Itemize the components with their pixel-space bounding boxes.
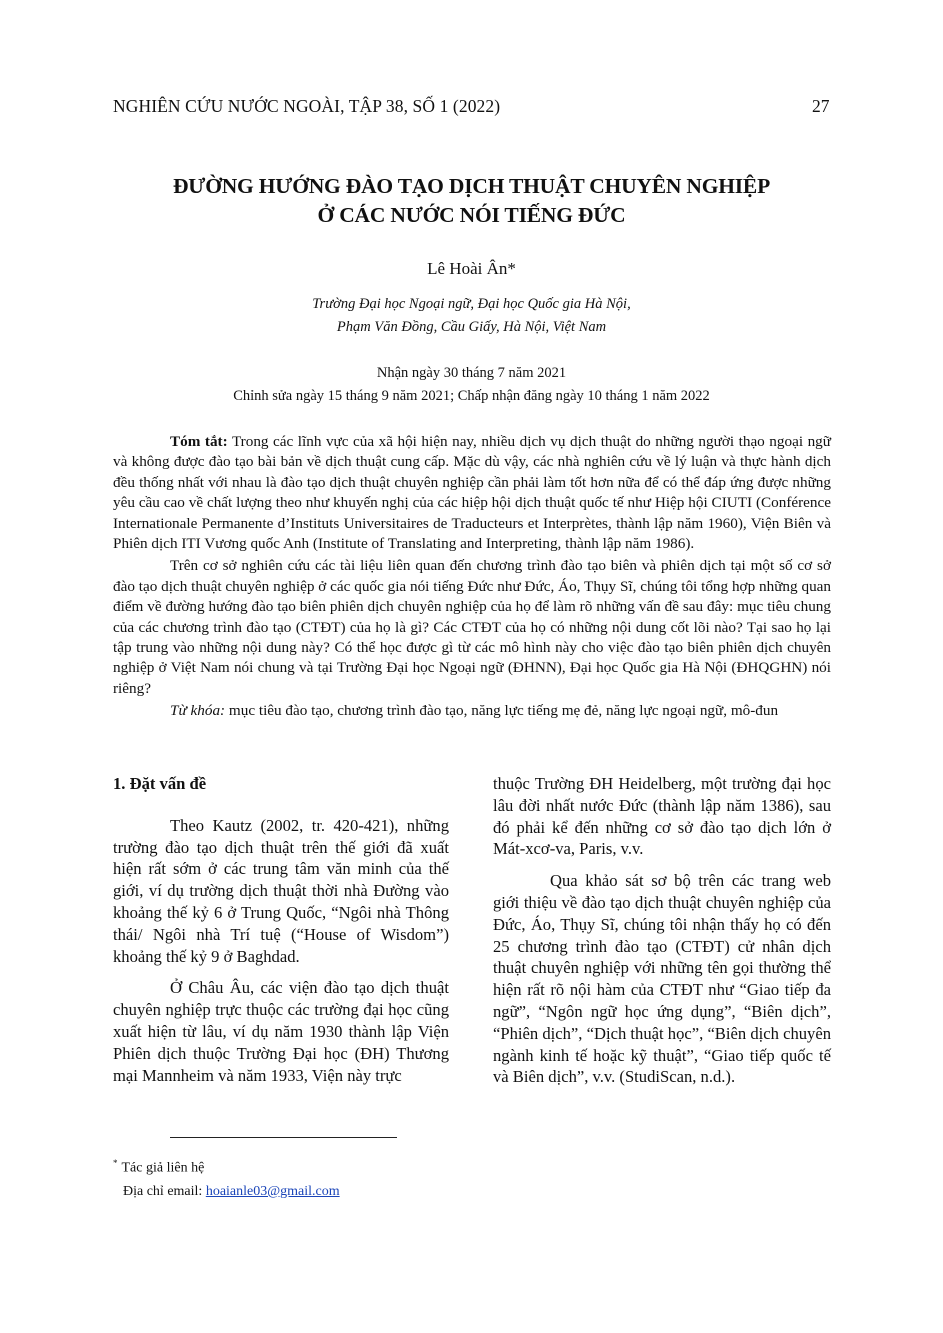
revised-accepted-date: Chỉnh sửa ngày 15 tháng 9 năm 2021; Chấp nhận đăng ngày 10 tháng 1 năm 2022 <box>233 388 710 404</box>
email-link[interactable]: hoaianle03@gmail.com <box>205 1183 340 1199</box>
title-line-2: Ở CÁC NƯỚC NÓI TIẾNG ĐỨC <box>317 203 626 227</box>
section-heading: 1. Đặt vấn đề <box>113 774 207 793</box>
footnote-divider <box>170 1137 397 1138</box>
footnote-corresponding <box>113 1152 340 1180</box>
affiliation-line-2: Phạm Văn Đồng, Cầu Giấy, Hà Nội, Việt Nam <box>336 319 607 335</box>
abstract-label: Tóm tắt: <box>170 433 228 450</box>
keywords <box>113 701 831 721</box>
abstract-text-1: Trong các lĩnh vực của xã hội hiện nay, nhiều dịch vụ dịch thuật do những người thạo ngoại ngữ và không được đào tạo bài bản về dịch thuật cung cấp. Mặc dù vậy, các nhà nghiên cứu về lý luận và thực hành dịch đều thống nhất với nhau là đào tạo dịch thuật chuyên nghiệp cần phải làm tốt hơn nữa để có thể đáp ứng được những yêu cầu cao về chất lượng theo như khuyến nghị của các hiệp hội dịch thuật quốc tế như Hiệp hội CIUTI (Conférence Internationale Permanente d’Instituts Universitaires de Traducteurs et Interprètes, thành lập năm 1960), Viện Biên và Phiên dịch ITI Vương quốc Anh (Institute of Translating and Interpreting, thành lập năm 1986). <box>113 433 831 553</box>
footnote-label: Tác giả liên hệ <box>121 1160 205 1176</box>
body-paragraph: Theo Kautz (2002, tr. 420-421), những trường đào tạo dịch thuật trên thế giới đã xuất hiện rất sớm ở các trung tâm văn minh của thế giới, ví dụ trường dịch thuật thời nhà Đường vào khoảng thế kỷ 6 ở Trung Quốc, “Ngôi nhà Thông thái/ Ngôi nhà Trí tuệ (“House of Wisdom”) khoảng thế kỷ 9 ở Baghdad. <box>113 815 449 966</box>
title-line-1: ĐƯỜNG HƯỚNG ĐÀO TẠO DỊCH THUẬT CHUYÊN NGHIỆP <box>172 174 771 198</box>
page-number: 27 <box>812 96 830 116</box>
journal-header: NGHIÊN CỨU NƯỚC NGOÀI, TẬP 38, SỐ 1 (2022) <box>113 96 501 116</box>
footnote-marker: * <box>113 1158 118 1168</box>
article-dates <box>100 362 843 408</box>
footnote <box>113 1152 340 1203</box>
affiliation-line-1: Trường Đại học Ngoại ngữ, Đại học Quốc gia Hà Nội, <box>312 296 631 312</box>
email-label: Địa chỉ email: <box>123 1183 203 1199</box>
body-paragraph: Ở Châu Âu, các viện đào tạo dịch thuật chuyên nghiệp trực thuộc các trường đại học cũng xuất hiện từ lâu, ví dụ năm 1930 thành lập Viện Phiên dịch thuộc Trường Đại học (ĐH) Thương mại Mannheim và năm 1933, Viện này trực <box>113 978 449 1085</box>
abstract-paragraph-2: Trên cơ sở nghiên cứu các tài liệu liên quan đến chương trình đào tạo biên và phiên dịch tại một số cơ sở đào tạo dịch thuật chuyên nghiệp ở các quốc gia nói tiếng Đức như Đức, Áo, Thụy Sĩ, chúng tôi tổng hợp những quan điểm về đường hướng đào tạo biên phiên dịch chuyên nghiệp của họ để làm rõ những vấn đề sau đây: mục tiêu chung của các chương trình đào tạo (CTĐT) của họ là gì? Các CTĐT của họ có những nội dung cốt lõi nào? Tại sao họ lại tập trung vào những nội dung này? Có thể học được gì từ các mô hình này cho việc đào tạo biên phiên dịch chuyên nghiệp ở Việt Nam nói chung và tại Trường Đại học Ngoại ngữ (ĐHNN), Đại học Quốc gia Hà Nội (ĐHQGHN) nói riêng? <box>113 557 831 697</box>
keywords-label: Từ khóa: <box>170 702 226 720</box>
received-date: Nhận ngày 30 tháng 7 năm 2021 <box>376 365 567 381</box>
body-paragraph: Qua khảo sát sơ bộ trên các trang web giới thiệu về đào tạo dịch thuật chuyên nghiệp của Đức, Áo, Thụy Sĩ, chúng tôi nhận thấy họ có đến 25 chương trình đào tạo (CTĐT) cử nhân dịch thuật chuyên nghiệp với những tên gọi thường thể hiện rất rõ nội hàm của CTĐT như “Giao tiếp đa ngữ”, “Ngôn ngữ học ứng dụng”, “Biên dịch”, “Phiên dịch”, “Dịch thuật học”, “Biên dịch chuyên ngành kinh tế hoặc kỹ thuật”, “Giao tiếp quốc tế và Biên dịch”, v.v. (StudiScan, n.d.). <box>493 871 831 1087</box>
footnote-email-line <box>113 1180 340 1203</box>
abstract-paragraph-1 <box>113 432 831 554</box>
keywords-text: mục tiêu đào tạo, chương trình đào tạo, năng lực tiếng mẹ đẻ, năng lực ngoại ngữ, mô-đun <box>228 702 779 720</box>
body-paragraph: thuộc Trường ĐH Heidelberg, một trường đại học lâu đời nhất nước Đức (thành lập năm 1386), sau đó phải kể đến những cơ sở đào tạo dịch lớn ở Mát-xcơ-va, Paris, v.v. <box>493 774 831 859</box>
left-column <box>113 773 449 1086</box>
abstract <box>113 432 831 722</box>
right-column <box>493 773 831 1088</box>
author-name: Lê Hoài Ân* <box>427 259 516 278</box>
affiliation <box>100 293 843 339</box>
article-title <box>100 172 843 230</box>
